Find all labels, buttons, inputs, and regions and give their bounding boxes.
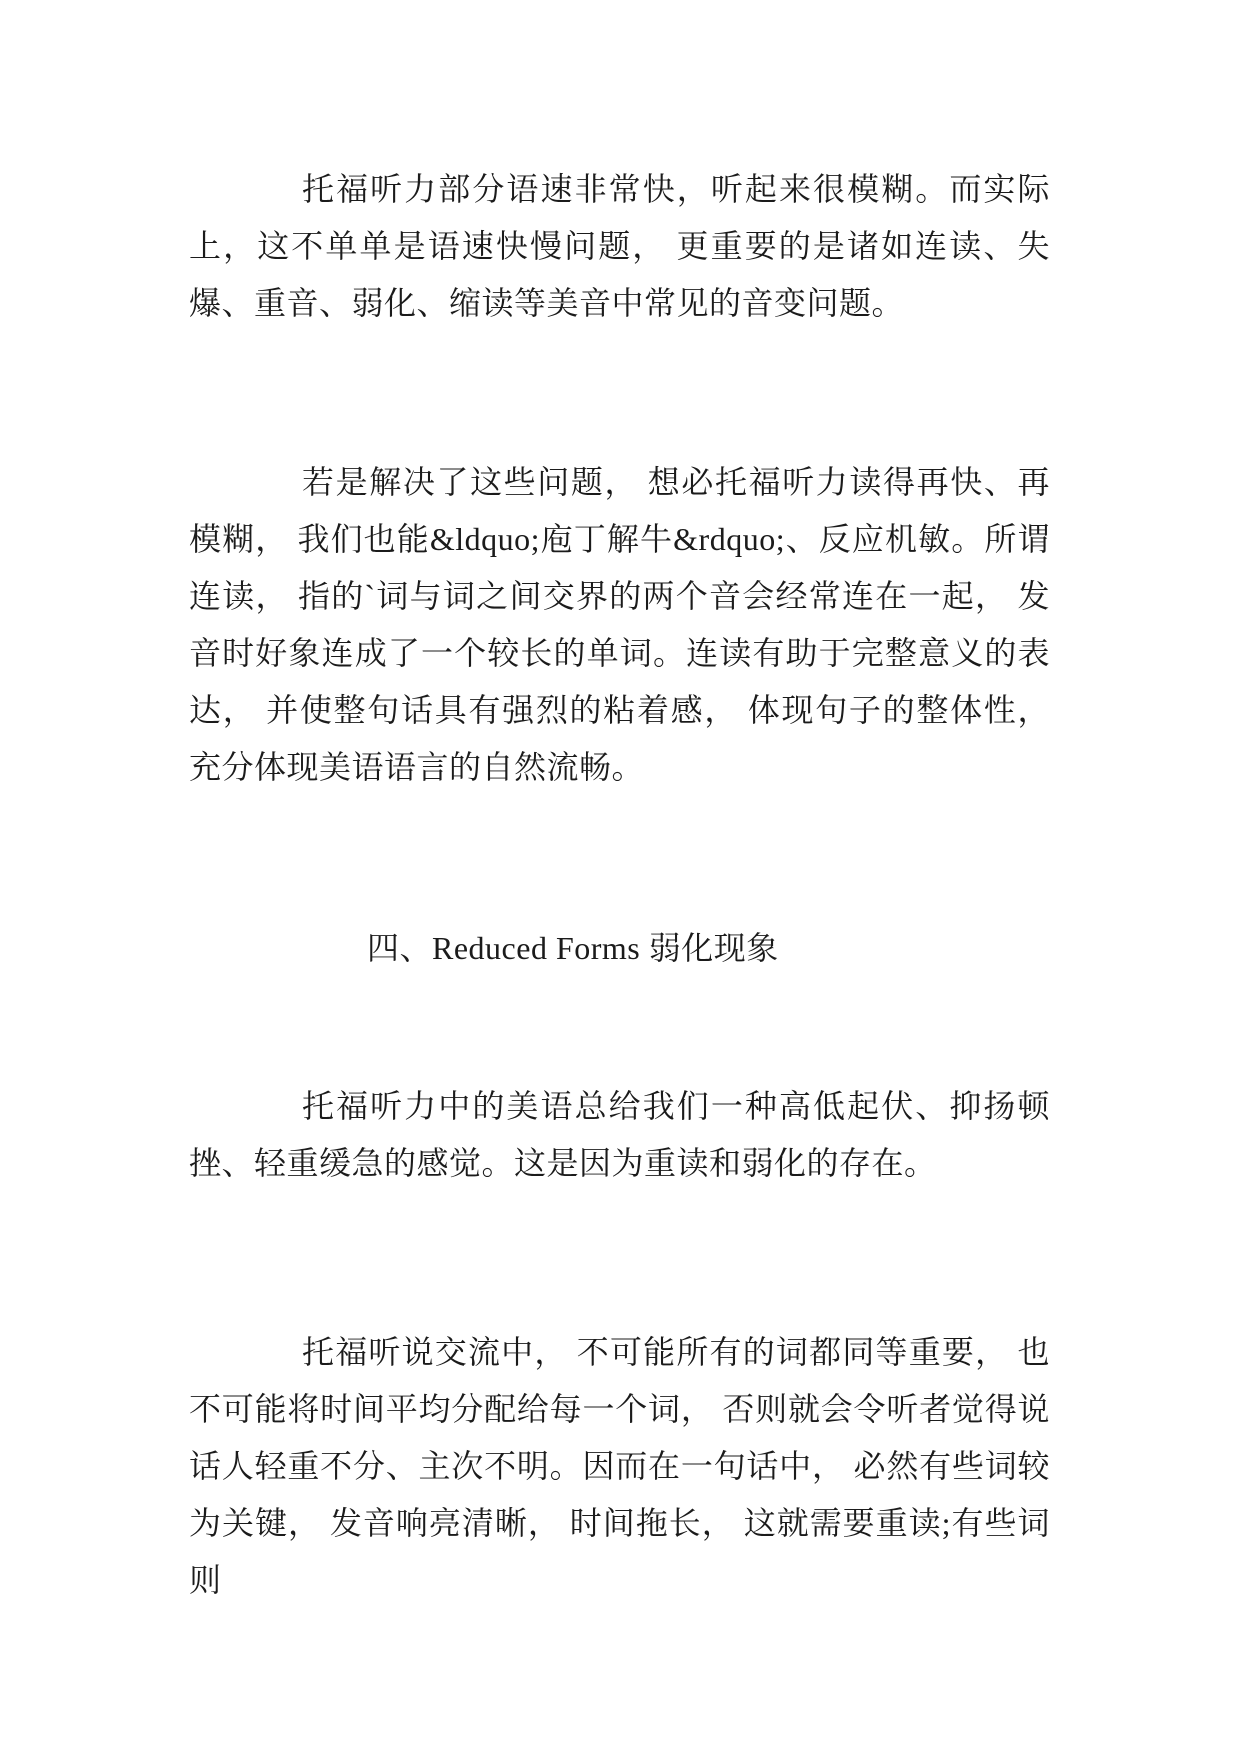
paragraph-stress-weakening-detail: 托福听说交流中， 不可能所有的词都同等重要， 也不可能将时间平均分配给每一个词， 否则就会令听者觉得说话人轻重不分、主次不明。因而在一句话中， 必然有些词较为关键， 发音响亮清晰， 时间拖长， 这就需要重读;有些词则 (189, 1334, 1050, 1598)
section-heading-reduced-forms: 四、Reduced Forms 弱化现象 (302, 930, 779, 966)
document-content (189, 0, 1050, 1609)
paragraph-intro-speed: 托福听力部分语速非常快，听起来很模糊。而实际上，这不单单是语速快慢问题， 更重要的是诸如连读、失爆、重音、弱化、缩读等美音中常见的音变问题。 (189, 171, 1050, 321)
paragraph-linking-explanation: 若是解决了这些问题， 想必托福听力读得再快、再模糊， 我们也能&ldquo;庖丁解牛&rdquo;、反应机敏。所谓连读， 指的`词与词之间交界的两个音会经常连在一起， 发音时好象连成了一个较长的单词。连读有助于完整意义的表达， 并使整句话具有强烈的粘着感， 体现句子的整体性， 充分体现美语语言的自然流畅。 (189, 464, 1050, 785)
paragraph-stress-weakening-intro: 托福听力中的美语总给我们一种高低起伏、抑扬顿挫、轻重缓急的感觉。这是因为重读和弱化的存在。 (189, 1088, 1050, 1181)
